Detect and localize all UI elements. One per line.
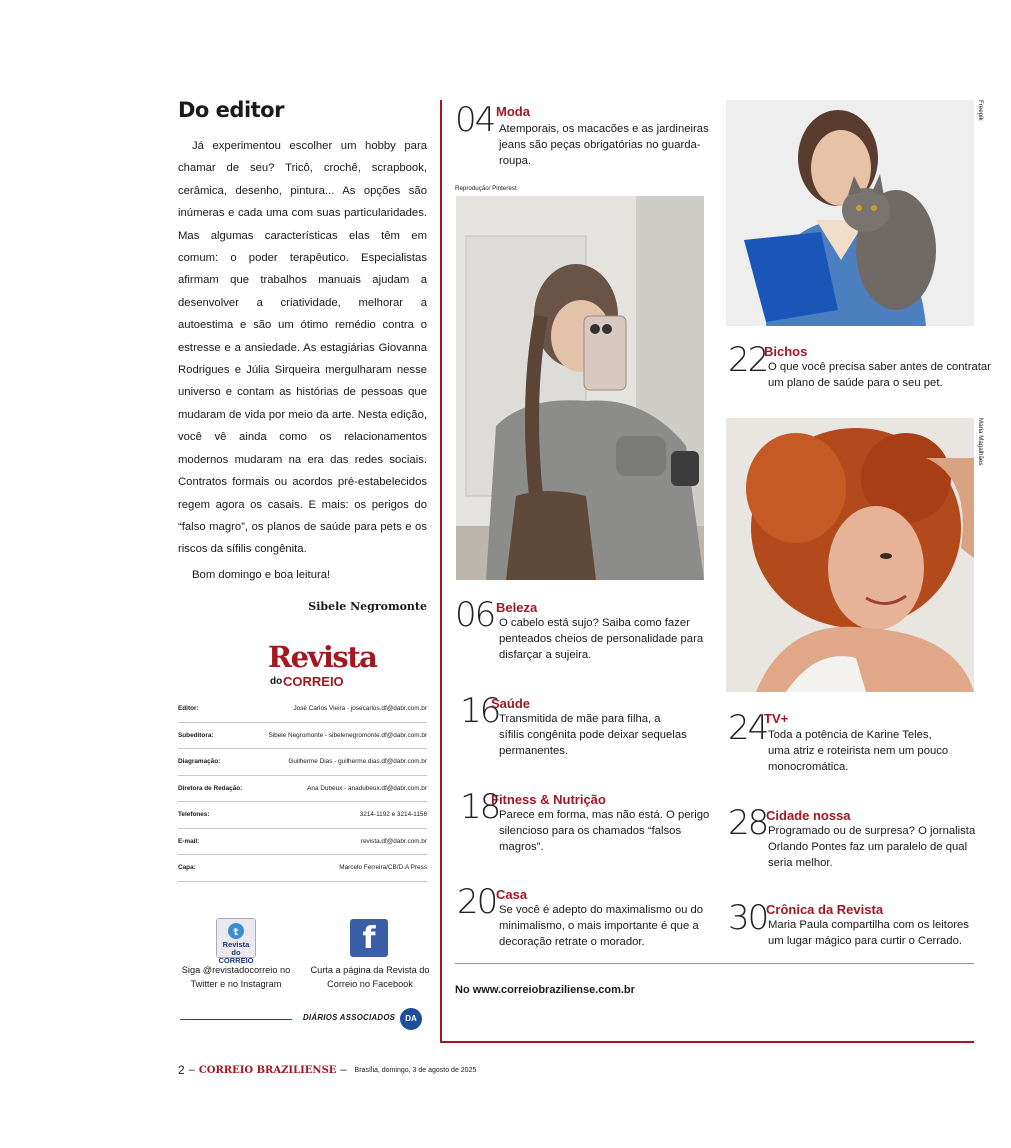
toc-desc-line: um lugar mágico para curtir o Cerrado. <box>768 934 963 947</box>
toc-number: 16 <box>460 691 500 731</box>
toc-desc-line: minimalismo, o mais importante é que a <box>499 919 699 932</box>
toc-desc-line: Atemporais, os macacões e as jardineiras <box>499 123 709 135</box>
tv-photo <box>726 418 974 692</box>
staff-label: Diretora de Redação: <box>178 784 243 792</box>
toc-number: 06 <box>455 595 495 635</box>
staff-label: Diagramação: <box>178 758 221 766</box>
toc-section[interactable]: Saúde <box>491 696 531 711</box>
bichos-photo <box>726 100 974 326</box>
staff-row <box>178 802 427 829</box>
staff-value: Ana Dubeux - anadubeux.df@dabr.com.br <box>307 784 427 792</box>
toc-desc-line: Maria Paula compartilha com os leitores <box>768 919 969 931</box>
folio-dash: – <box>340 1064 347 1076</box>
twitter-caption <box>175 963 297 991</box>
photo-credit: Freepik <box>977 100 984 121</box>
toc-desc-line: uma atriz e roteirista nem um pouco <box>768 744 949 757</box>
toc-section[interactable]: Beleza <box>496 600 538 615</box>
staff-label: Telefones: <box>178 811 210 819</box>
toc-desc-line: Toda a potência de Karine Teles, <box>768 729 932 741</box>
toc-description <box>499 903 703 950</box>
staff-table <box>178 696 427 882</box>
toc-desc-line: Parece em forma, mas não está. O perigo <box>499 809 710 821</box>
page-number: 2 <box>178 1063 185 1077</box>
frame-horizontal-rule <box>440 1041 974 1043</box>
twitter-caption-line: Twitter e no Instagram <box>190 979 282 989</box>
website-link[interactable]: No www.correiobraziliense.com.br <box>455 984 635 996</box>
toc-section[interactable]: Crônica da Revista <box>766 902 884 917</box>
toc-description <box>499 122 709 169</box>
facebook-caption-line: Correio no Facebook <box>327 979 413 989</box>
toc-description <box>499 712 687 759</box>
staff-label: E-mail: <box>178 837 200 845</box>
footer-divider <box>180 1019 292 1020</box>
toc-description <box>499 808 709 855</box>
toc-divider <box>455 963 974 964</box>
toc-section[interactable]: Casa <box>496 887 528 902</box>
frame-vertical-rule <box>440 100 442 1043</box>
toc-desc-line: O que você precisa saber antes de contratar <box>768 361 991 373</box>
moda-photo <box>456 196 704 580</box>
staff-row <box>178 829 427 856</box>
editor-title: Do editor <box>178 98 284 122</box>
editor-paragraph: Já experimentou escolher um hobby para chamar de seu? Tricô, crochê, scrapbook, cerâmica, desenho, pintura... As opções são inúmeras e cada uma com suas particularidades. Mas algumas características elas têm em comum: o poder terapêutico. Especialistas afirmam que trabalhos manuais ajudam a desenvolver a criatividade, melhorar a autoestima e são um ótimo remédio contra o estresse e a ansiedade. As estagiárias Giovanna Rodrigues e Júlia Sirqueira mergulharam nesse universo e contam as histórias de pessoas que mudaram de vida por meio da arte. Nesta edição, você vê ainda como os relacionamentos modernos mudaram na era das redes sociais. Contratos formais ou acordos pré-estabelecidos regem agora os casais. E mais: os perigos do “falso magro”, os planos de saúde para pets e os riscos da sífilis congênita. <box>178 140 427 556</box>
toc-number: 18 <box>460 787 500 827</box>
newspaper-brand: CORREIO BRAZILIENSE <box>198 1064 337 1076</box>
toc-desc-line: disfarçar a sujeira. <box>499 648 592 661</box>
toc-number: 20 <box>457 882 497 922</box>
toc-desc-line: magros”. <box>499 840 544 853</box>
toc-description <box>768 918 969 950</box>
toc-section[interactable]: TV+ <box>764 711 789 726</box>
diarios-associados-label: DIÁRIOS ASSOCIADOS <box>303 1013 396 1022</box>
logo-small-text: do <box>270 676 283 687</box>
svg-text:t: t <box>233 927 239 938</box>
revista-logo <box>268 640 377 690</box>
staff-row <box>178 723 427 750</box>
photo-credit: Maria Magalhães <box>977 418 984 466</box>
logo-sub-text: CORREIO <box>283 674 344 689</box>
staff-value: Guilherme Dias - guilherme.dias.df@dabr.com.br <box>288 758 427 766</box>
toc-section[interactable]: Cidade nossa <box>766 808 851 823</box>
toc-desc-line: Transmitida de mãe para filha, a <box>499 713 661 725</box>
facebook-caption-line: Curta a página da Revista do <box>310 965 430 975</box>
toc-description <box>768 360 991 392</box>
toc-desc-line: penteados cheios de personalidade para <box>499 632 704 645</box>
photo-credit: Reprodução/ Pinterest <box>455 185 517 192</box>
toc-number: 24 <box>728 708 768 748</box>
toc-number: 22 <box>728 340 768 380</box>
toc-desc-line: Se você é adepto do maximalismo ou do <box>499 904 704 916</box>
folio-dash: – <box>188 1064 195 1076</box>
toc-desc-line: monocromática. <box>768 760 849 773</box>
toc-desc-line: O cabelo está sujo? Saiba como fazer <box>499 617 690 629</box>
staff-row <box>178 696 427 723</box>
facebook-icon[interactable] <box>350 919 388 957</box>
twitter-caption-line: Siga @revistadocorreio no <box>181 965 291 975</box>
page-folio <box>178 1063 476 1077</box>
da-logo-badge: DA <box>400 1008 422 1030</box>
staff-value: José Carlos Vieira - josecarlos.df@dabr.com.br <box>293 705 427 713</box>
toc-desc-line: seria melhor. <box>768 856 833 869</box>
editor-closing: Bom domingo e boa leitura! <box>192 569 331 581</box>
staff-value: Sibele Negromonte - sibelenegromonte.df@dabr.com.br <box>268 731 427 739</box>
staff-value: revista.df@dabr.com.br <box>360 837 427 845</box>
toc-description <box>499 616 703 663</box>
staff-row <box>178 776 427 803</box>
staff-label: Editor: <box>178 705 199 713</box>
toc-description <box>768 728 948 775</box>
toc-description <box>768 824 975 871</box>
toc-section[interactable]: Bichos <box>764 344 808 359</box>
facebook-caption <box>308 963 432 991</box>
toc-number: 30 <box>728 898 768 938</box>
toc-number: 28 <box>728 803 768 843</box>
toc-desc-line: jeans são peças obrigatórias no guarda- <box>499 138 701 151</box>
toc-desc-line: permanentes. <box>499 744 569 757</box>
toc-desc-line: Programado ou de surpresa? O jornalista <box>768 825 976 837</box>
staff-value: 3214-1192 e 3214-1156 <box>359 811 427 819</box>
toc-desc-line: um plano de saúde para o seu pet. <box>768 376 943 389</box>
editor-body <box>178 135 427 561</box>
toc-section[interactable]: Moda <box>496 104 530 119</box>
toc-desc-line: silencioso para os chamados “falsos <box>499 824 682 837</box>
toc-number: 04 <box>455 100 495 140</box>
staff-value: Marcelo Ferreira/CB/D.A Press <box>339 864 427 872</box>
staff-label: Subeditora: <box>178 731 214 739</box>
edition-date: Brasília, domingo, 3 de agosto de 2025 <box>354 1066 477 1074</box>
staff-row <box>178 749 427 776</box>
staff-row <box>178 855 427 882</box>
facebook-letter: f <box>362 921 376 956</box>
toc-desc-line: decoração retrate o morador. <box>499 935 645 948</box>
toc-desc-line: Orlando Pontes faz um paralelo de qual <box>768 840 968 853</box>
twitter-revista-icon[interactable] <box>216 918 256 965</box>
toc-section[interactable]: Fitness & Nutrição <box>491 792 606 807</box>
logo-main-text: Revista <box>268 640 377 674</box>
staff-label: Capa: <box>178 864 196 872</box>
toc-desc-line: sífilis congênita pode deixar sequelas <box>499 728 687 741</box>
editor-signature: Sibele Negromonte <box>308 600 427 613</box>
twitter-icon-label: Revista do CORREIO <box>218 940 254 965</box>
toc-desc-line: roupa. <box>499 154 532 167</box>
